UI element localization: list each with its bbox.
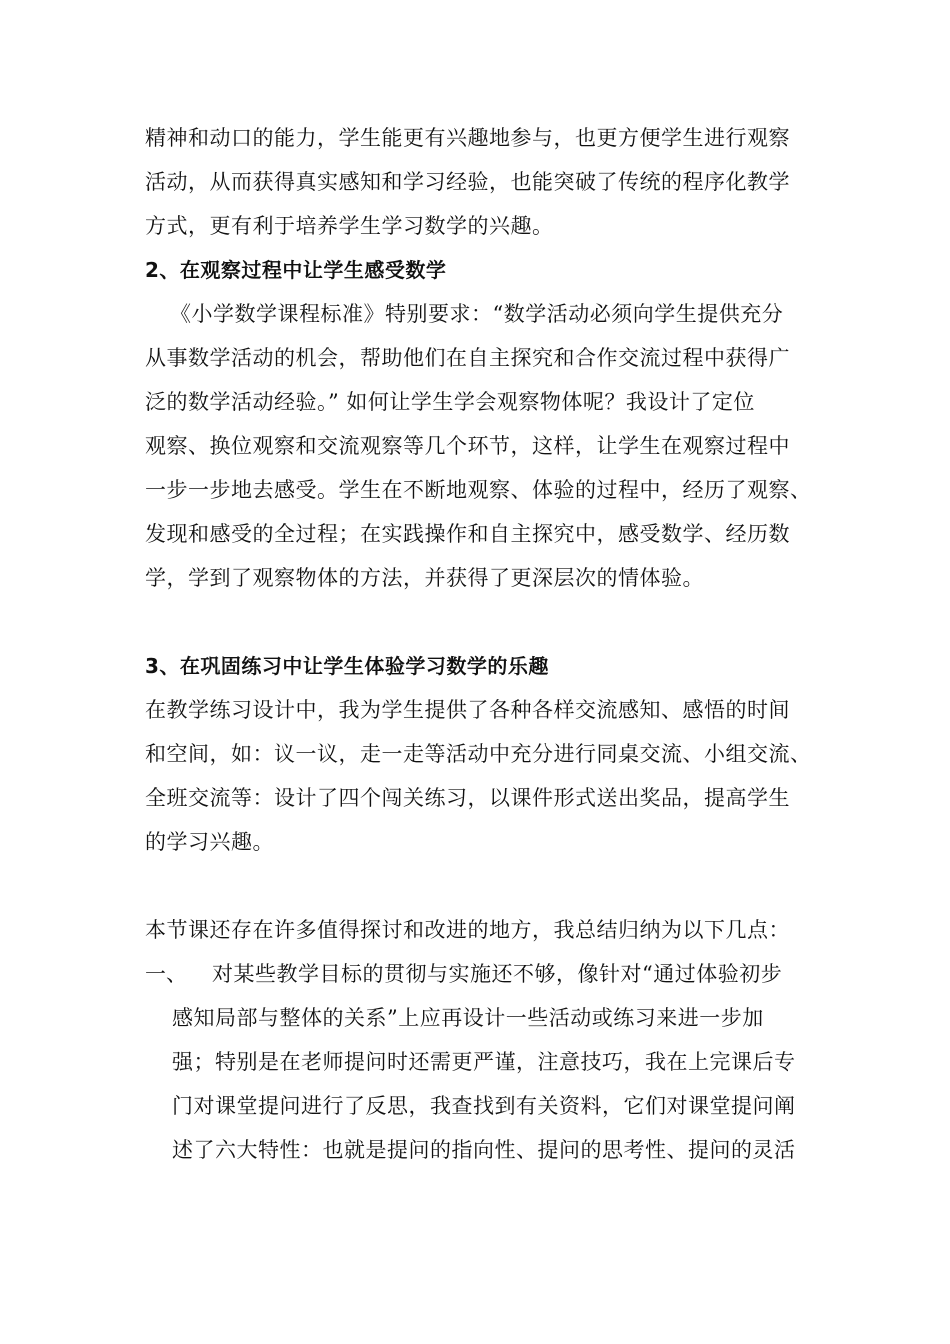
paragraph-line: 和空间，如：议一议，走一走等活动中充分进行同桌交流、小组交流、 — [145, 742, 812, 766]
paragraph-line: 学，学到了观察物体的方法，并获得了更深层次的情体验。 — [145, 566, 704, 590]
paragraph-line: 一步一步地去感受。学生在不断地观察、体验的过程中，经历了观察、 — [145, 478, 812, 502]
paragraph-line: 从事数学活动的机会，帮助他们在自主探究和合作交流过程中获得广 — [145, 346, 790, 370]
paragraph-line: 活动，从而获得真实感知和学习经验，也能突破了传统的程序化教学 — [145, 170, 790, 194]
paragraph-line: 在教学练习设计中，我为学生提供了各种各样交流感知、感悟的时间 — [145, 698, 790, 722]
list-item-line: 对某些教学目标的贯彻与实施还不够，像针对“通过体验初步 — [212, 962, 783, 986]
list-item-line: 门对课堂提问进行了反思，我查找到有关资料，它们对课堂提问阐 — [172, 1094, 796, 1118]
paragraph-line: 方式，更有利于培养学生学习数学的兴趣。 — [145, 214, 554, 238]
list-item-line: 述了六大特性：也就是提问的指向性、提问的思考性、提问的灵活 — [172, 1138, 796, 1162]
section-heading: 3、在巩固练习中让学生体验学习数学的乐趣 — [145, 654, 549, 678]
summary-intro: 本节课还存在许多值得探讨和改进的地方，我总结归纳为以下几点： — [145, 918, 790, 942]
paragraph-line: 精神和动口的能力，学生能更有兴趣地参与，也更方便学生进行观察 — [145, 126, 790, 150]
paragraph-line: 《小学数学课程标准》特别要求：“数学活动必须向学生提供充分 — [170, 302, 784, 326]
paragraph-line: 的学习兴趣。 — [145, 830, 274, 854]
paragraph-line: 发现和感受的全过程；在实践操作和自主探究中，感受数学、经历数 — [145, 522, 790, 546]
list-item-line: 强；特别是在老师提问时还需更严谨，注意技巧，我在上完课后专 — [172, 1050, 796, 1074]
paragraph-line: 观察、换位观察和交流观察等几个环节，这样，让学生在观察过程中 — [145, 434, 790, 458]
list-marker: 一、 — [145, 962, 187, 986]
paragraph-line: 泛的数学活动经验。” 如何让学生学会观察物体呢？我设计了定位 — [145, 390, 755, 414]
section-heading: 2、在观察过程中让学生感受数学 — [145, 258, 447, 282]
list-item-line: 感知局部与整体的关系”上应再设计一些活动或练习来进一步加 — [172, 1006, 764, 1030]
paragraph-line: 全班交流等：设计了四个闯关练习，以课件形式送出奖品，提高学生 — [145, 786, 790, 810]
